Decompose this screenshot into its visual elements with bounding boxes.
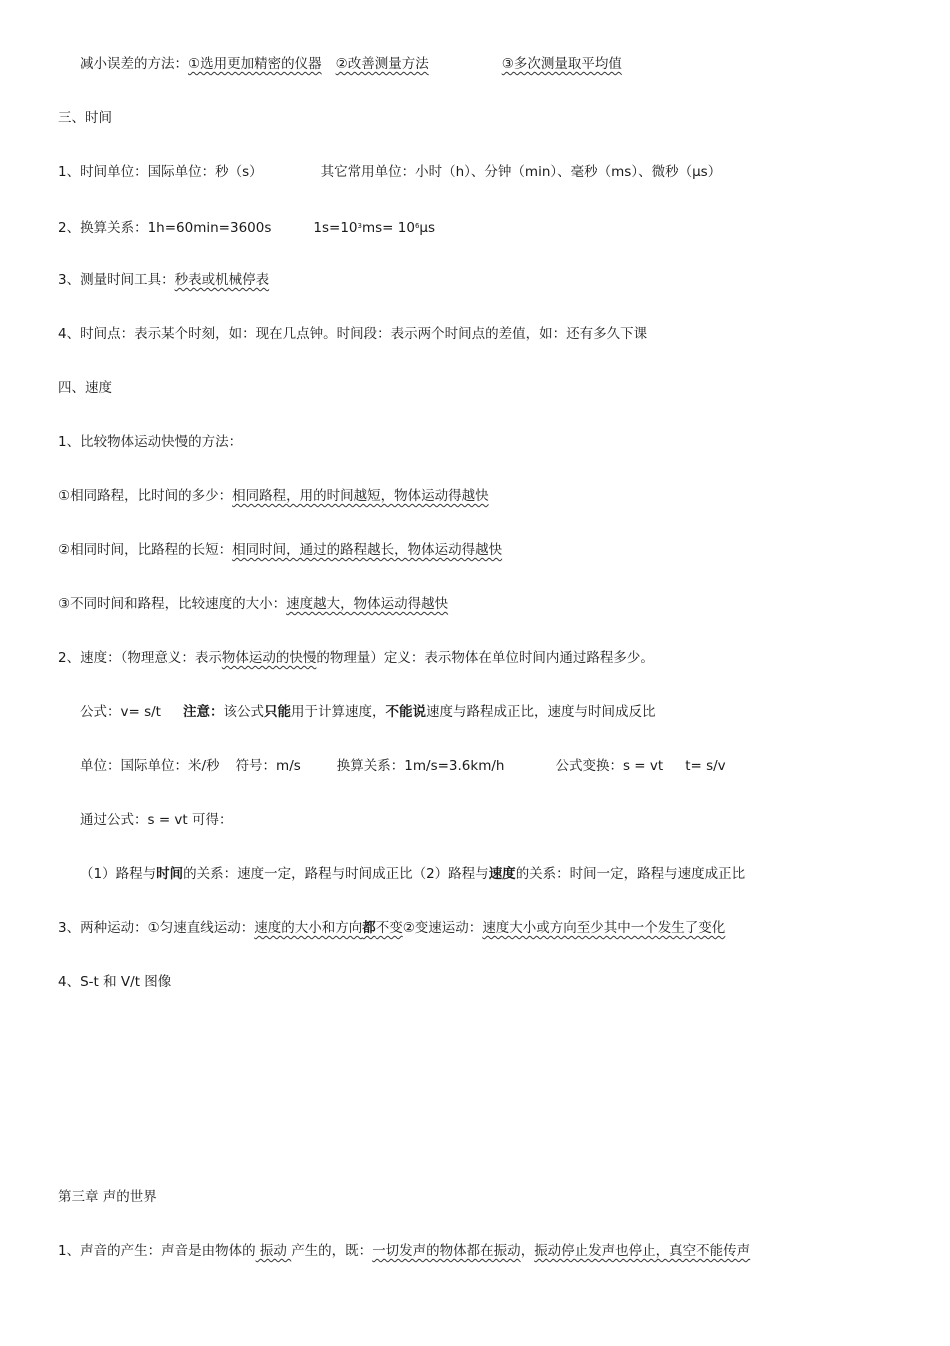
sound-production-line [58,1242,750,1260]
sound-production-vacuum: 振动停止发声也停止，真空不能传声 [534,1243,751,1259]
speed-transform-2: t= s/v [685,758,726,774]
relation-speed: 速度 [488,866,516,882]
compare-method-1 [58,487,489,505]
time-tool-label: 3、测量时间工具： [58,272,175,288]
method-improve-measurement: ②改善测量方法 [335,56,429,72]
relation-line [80,865,745,883]
section-heading-speed: 四、速度 [58,380,112,396]
speed-def-b: 的物理量）定义：表示物体在单位时间内通过路程多少。 [316,650,654,666]
compare-method-3 [58,595,448,613]
compare-method-3-label: ③不同时间和路程，比较速度的大小： [58,596,287,612]
variable-motion-label: ②变速运动： [402,920,483,936]
compare-method-2 [58,541,502,559]
conv-part-2: ms= 10 [361,220,415,236]
note-cannot: 不能说 [385,704,426,720]
note-c: 用于计算速度， [290,704,386,720]
note-a: 该公式 [223,704,264,720]
time-unit-other: 其它常用单位：小时（h）、分钟（min）、毫秒（ms）、微秒（μs） [320,164,722,180]
compare-method-1-label: ①相同路程，比时间的多少： [58,488,233,504]
speed-transform: 公式变换：s = vt [555,758,664,774]
compare-method-1-value: 相同路程，用的时间越短，物体运动得越快 [232,488,489,504]
note-only: 只能 [263,704,291,720]
note-d: 速度与路程成正比，速度与时间成反比 [425,704,656,720]
section-heading-time: 三、时间 [58,110,112,126]
compare-methods-line: 1、比较物体运动快慢的方法： [58,434,243,450]
speed-conversion: 换算关系：1m/s=3.6km/h [336,758,505,774]
sound-production-a: 1、声音的产生：声音是由物体的 [58,1243,256,1259]
relation-c: 的关系：速度一定，路程与时间成正比（2）路程与 [183,866,489,882]
time-tool-value: 秒表或机械停表 [174,272,270,288]
speed-def-a: 2、速度：（物理意义：表示 [58,650,222,666]
speed-symbol: 符号：m/s [235,758,301,774]
error-reduction-line [80,55,622,73]
note-label: 注意： [182,704,224,720]
compare-method-3-value: 速度越大，物体运动得越快 [286,596,449,612]
sound-production-vibration: 振动 [255,1243,292,1259]
time-unit-line [58,163,721,181]
compare-method-2-value: 相同时间，通过的路程越长，物体运动得越快 [232,542,503,558]
compare-method-2-label: ②相同时间，比路程的长短： [58,542,233,558]
sound-production-all-vibrate: 一切发声的物体都在振动 [372,1243,521,1259]
speed-def-meaning: 物体运动的快慢 [221,650,317,666]
method-precise-instrument: ①选用更加精密的仪器 [188,56,322,72]
uniform-motion-a: 速度的大小和方向 [254,920,363,936]
time-unit-si: 1、时间单位：国际单位：秒（s） [58,164,263,180]
conv-part-1: 1s=10 [313,220,358,236]
conv-exponent-6: 6 [414,222,420,230]
speed-formula-line [80,703,655,721]
sound-production-comma: ， [520,1243,535,1259]
time-conversion-line [58,217,435,237]
speed-definition-line [58,649,654,667]
relation-d: 的关系：时间一定，路程与速度成正比 [515,866,746,882]
error-reduction-label: 减小误差的方法： [80,56,188,72]
st-vt-graph-line: 4、S-t 和 V/t 图像 [58,974,172,990]
two-motions-line [58,919,725,937]
conv-exponent-3: 3 [357,222,362,230]
speed-unit: 单位：国际单位：米/秒 [80,758,220,774]
speed-formula: 公式：v= s/t [80,704,161,720]
sound-production-b: 产生的，既： [291,1243,373,1259]
time-conversion-seconds [313,220,435,236]
time-conversion-hours: 2、换算关系：1h=60min=3600s [58,220,272,236]
variable-motion-value: 速度大小或方向至少其中一个发生了变化 [482,920,726,936]
chapter-heading-sound: 第三章 声的世界 [58,1189,157,1205]
conv-part-3: μs [419,220,436,236]
uniform-motion-all: 都 [362,920,376,936]
time-tool-line [58,271,269,289]
uniform-motion-b: 不变 [375,920,403,936]
speed-unit-line [80,757,726,775]
relation-time: 时间 [156,866,184,882]
time-point-line: 4、时间点：表示某个时刻，如：现在几点钟。时间段：表示两个时间点的差值，如：还有多久下课 [58,326,648,342]
two-motions-a: 3、两种运动：①匀速直线运动： [58,920,255,936]
method-average: ③多次测量取平均值 [501,56,622,72]
via-formula-line: 通过公式：s = vt 可得： [80,812,233,828]
relation-a: （1）路程与 [80,866,157,882]
